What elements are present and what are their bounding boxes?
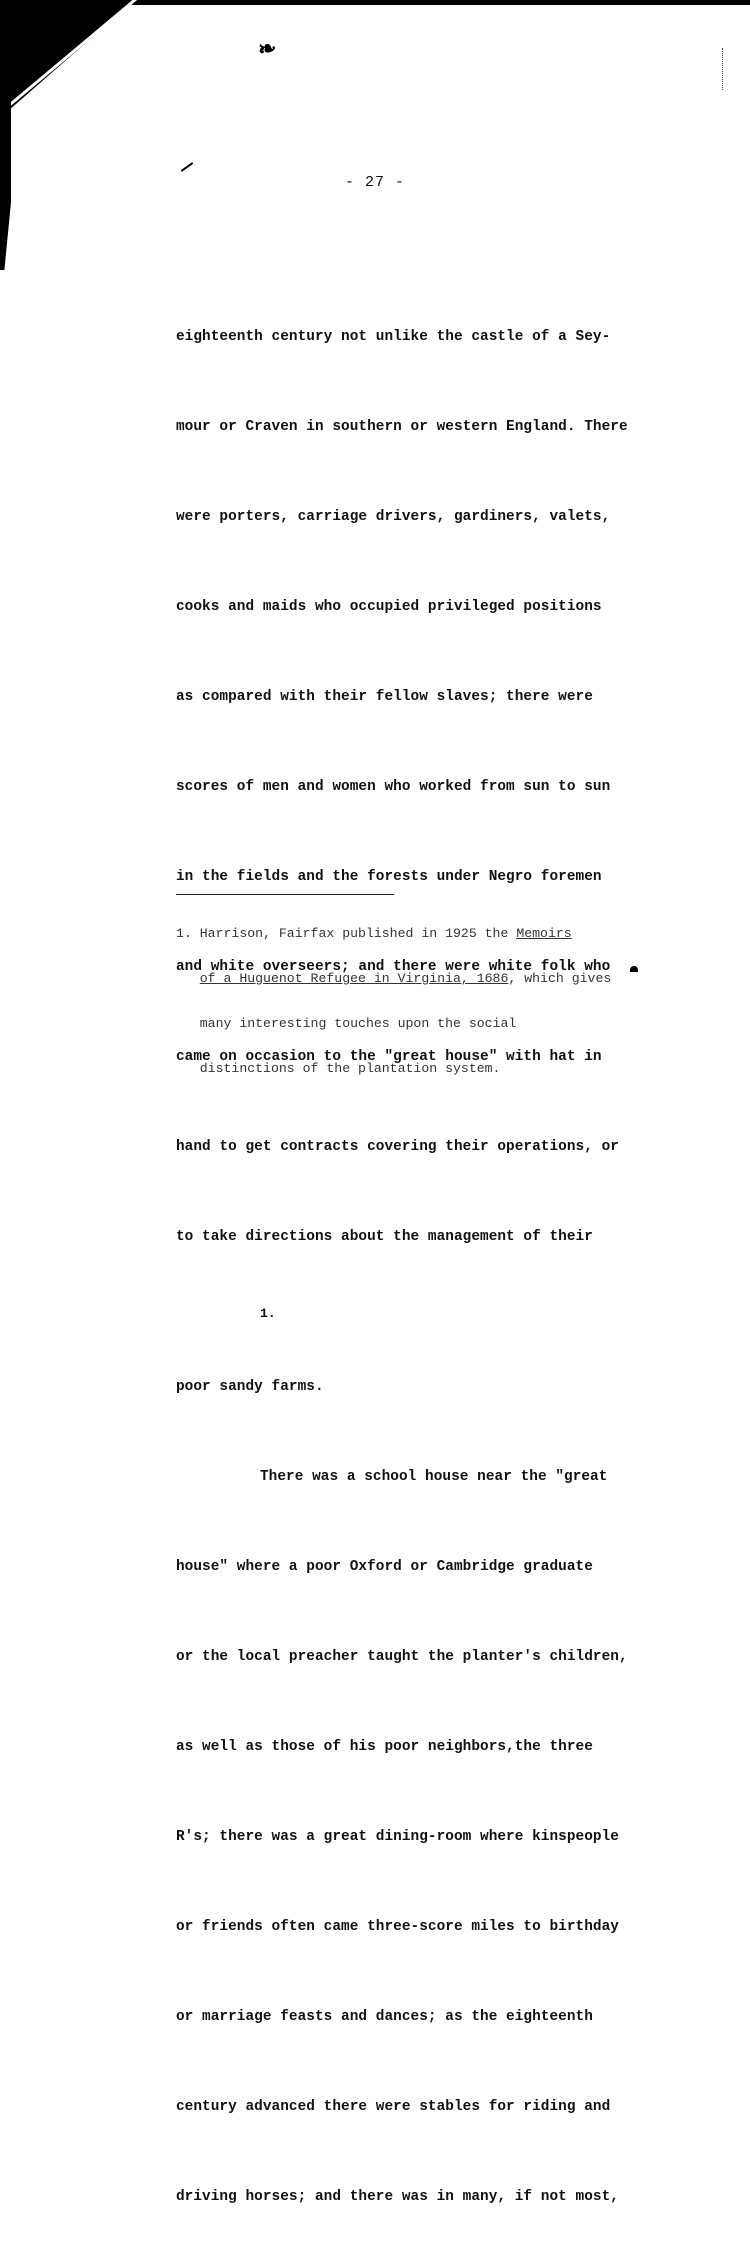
ink-mark-bottom — [630, 966, 638, 972]
footnote-book-title: Memoirs — [516, 926, 572, 941]
footnote-text: Harrison, Fairfax published in 1925 the — [199, 926, 517, 941]
dotted-mark-right — [722, 48, 724, 90]
text-line: to take directions about the management of their — [176, 1229, 593, 1245]
footnote-text: distinctions of the plantation system. — [199, 1061, 501, 1076]
page-number: - 27 - — [344, 174, 405, 191]
footnote-separator-rule — [176, 894, 394, 895]
ink-mark-top: ❧ — [255, 34, 279, 64]
text-line: scores of men and women who worked from sun to sun — [176, 779, 611, 795]
body-text — [176, 262, 656, 2242]
text-line: cooks and maids who occupied privileged positions — [176, 599, 602, 615]
text-line: poor sandy farms. — [176, 1379, 324, 1395]
text-line: hand to get contracts covering their operations, or — [176, 1139, 619, 1155]
text-line: as compared with their fellow slaves; there were — [176, 689, 593, 705]
pencil-mark-slash — [181, 162, 194, 172]
text-line: as well as those of his poor neighbors,the three — [176, 1739, 593, 1755]
text-line: came on occasion to the "great house" with hat in — [176, 1049, 602, 1065]
text-line-indented: There was a school house near the "great — [260, 1469, 608, 1485]
text-line: house" where a poor Oxford or Cambridge graduate — [176, 1559, 593, 1575]
footnote-text: , which gives — [508, 971, 612, 986]
text-line: were porters, carriage drivers, gardiners, valets, — [176, 509, 611, 525]
text-line: driving horses; and there was in many, if not most, — [176, 2189, 619, 2205]
footnote-reference-marker: 1. — [260, 1306, 276, 1321]
footnote-line — [176, 971, 676, 986]
footnote-line — [176, 926, 676, 941]
text-line: or marriage feasts and dances; as the eighteenth — [176, 2009, 593, 2025]
text-line: in the fields and the forests under Negro foremen — [176, 869, 602, 885]
footnote-text: many interesting touches upon the social — [199, 1016, 517, 1031]
text-line: or the local preacher taught the planter's children, — [176, 1649, 628, 1665]
text-line: or friends often came three-score miles to birthday — [176, 1919, 619, 1935]
text-line: and white overseers; and there were white folk who — [176, 959, 611, 975]
text-line: century advanced there were stables for riding and — [176, 2099, 611, 2115]
footnotes — [176, 896, 676, 1091]
text-line: eighteenth century not unlike the castle of a Sey- — [176, 329, 611, 345]
footnote-line — [176, 1061, 676, 1076]
footnote-line — [176, 1016, 676, 1031]
text-line: mour or Craven in southern or western England. There — [176, 419, 628, 435]
text-line: R's; there was a great dining-room where kinspeople — [176, 1829, 619, 1845]
footnote-number: 1. — [176, 926, 192, 941]
footnote-book-title: of a Huguenot Refugee in Virginia, 1686 — [199, 971, 509, 986]
